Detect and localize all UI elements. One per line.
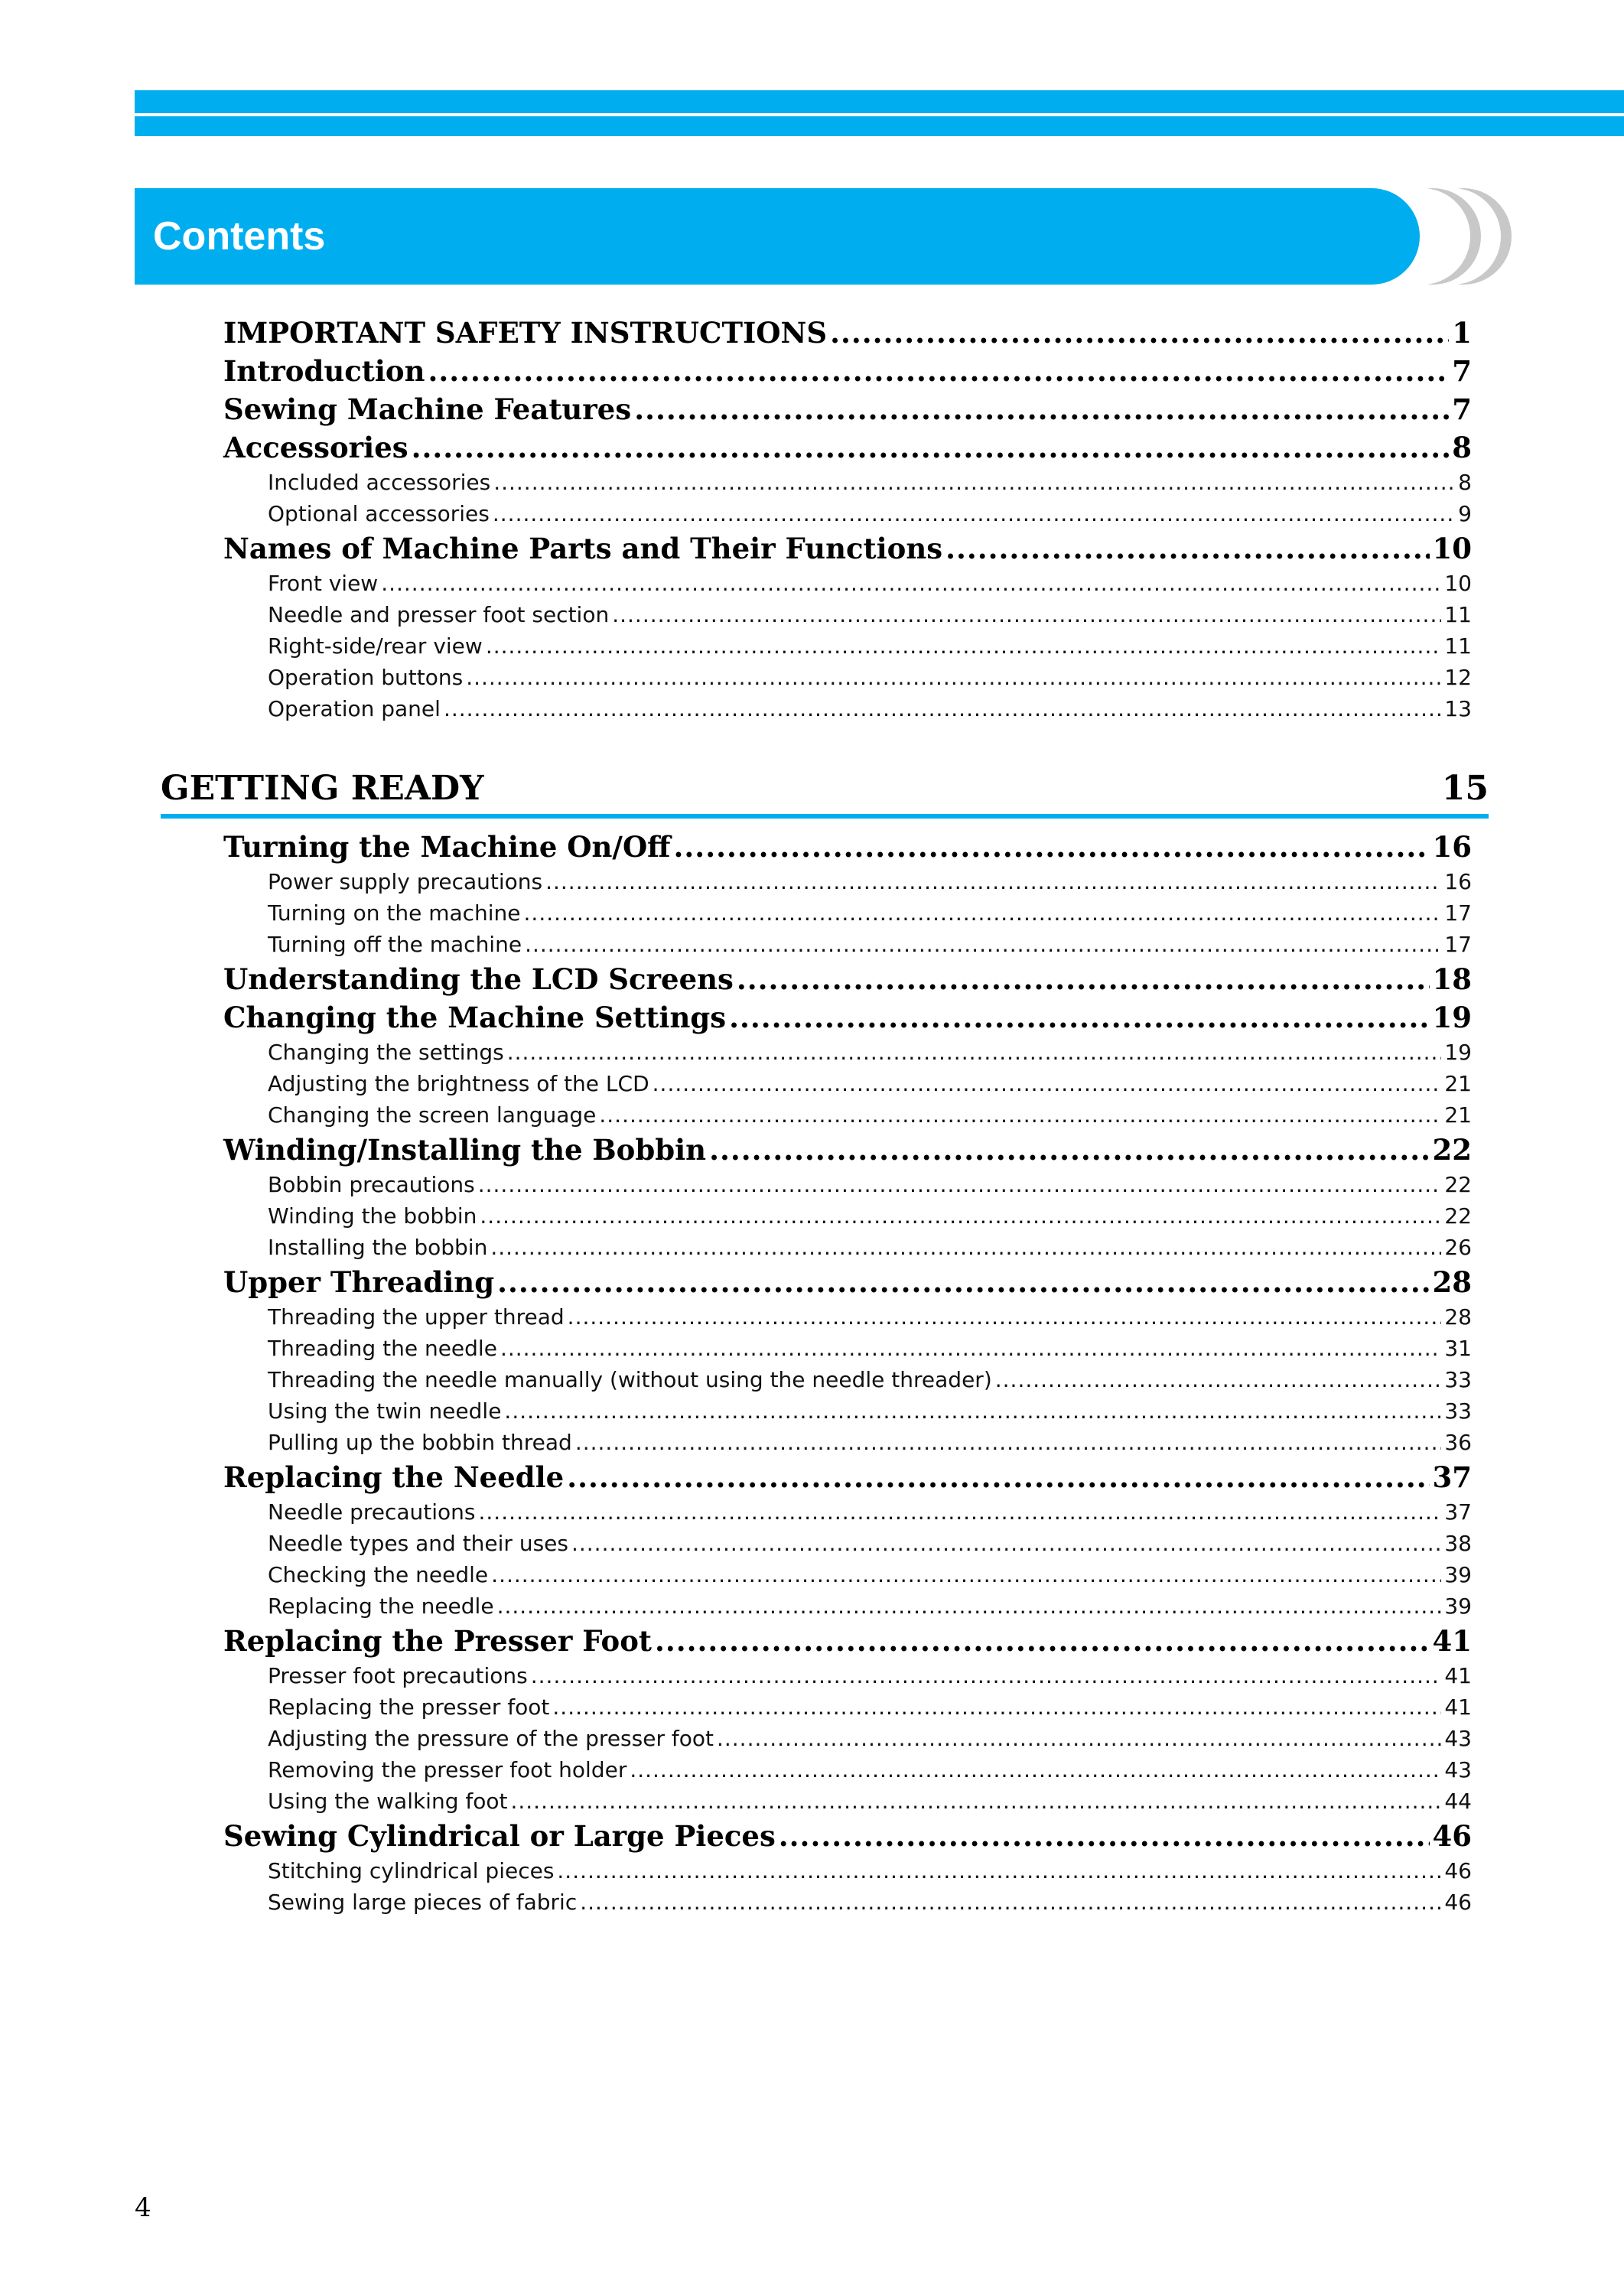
toc-entry-page: 21 (1444, 1102, 1472, 1128)
toc-subentry[interactable] (223, 897, 1472, 929)
toc-subentry[interactable] (223, 1723, 1472, 1754)
toc-leader-dots (478, 1169, 1442, 1200)
toc-entry-page: 22 (1432, 1133, 1472, 1167)
top-rule-line (135, 113, 1624, 116)
toc-entry-page: 44 (1444, 1789, 1472, 1814)
toc-entry-page: 17 (1444, 932, 1472, 957)
toc-subentry[interactable] (223, 929, 1472, 960)
toc-entry-page: 43 (1444, 1726, 1472, 1751)
toc-entry-label: Bobbin precautions (268, 1172, 475, 1197)
toc-subentry[interactable] (223, 1068, 1472, 1099)
contents-banner (135, 188, 1420, 285)
toc-entry-page: 37 (1432, 1460, 1472, 1494)
toc-leader-dots (575, 1427, 1442, 1458)
toc-entry[interactable] (223, 960, 1472, 998)
toc-subentry[interactable] (223, 599, 1472, 630)
toc-leader-dots (557, 1855, 1441, 1886)
top-rule-bar (135, 90, 1624, 136)
toc-entry-label: Included accessories (268, 470, 491, 495)
toc-entry[interactable] (223, 1817, 1472, 1855)
toc-entry-page: 33 (1444, 1367, 1472, 1392)
toc-leader-dots (500, 1333, 1441, 1364)
toc-subentry[interactable] (223, 1559, 1472, 1590)
page-title: Contents (153, 214, 326, 259)
toc-leader-dots (830, 314, 1449, 352)
toc-entry-page: 19 (1432, 1001, 1472, 1034)
toc-subentry[interactable] (223, 1169, 1472, 1200)
toc-entry-label: Using the walking foot (268, 1789, 508, 1814)
toc-leader-dots (486, 630, 1442, 662)
section-page: 15 (1441, 769, 1489, 808)
toc-leader-dots (444, 693, 1441, 724)
toc-entry-page: 22 (1444, 1172, 1472, 1197)
toc-entry-label: Checking the needle (268, 1562, 489, 1587)
toc-entry-label: Presser foot precautions (268, 1663, 528, 1688)
toc-entry-label: Winding the bobbin (268, 1203, 477, 1229)
toc-entry-page: 17 (1444, 900, 1472, 926)
toc-subentry[interactable] (223, 1427, 1472, 1458)
toc-subentry[interactable] (223, 1754, 1472, 1786)
toc-entry-page: 46 (1432, 1819, 1472, 1853)
toc-entry-page: 36 (1444, 1430, 1472, 1455)
toc-entry-page: 28 (1432, 1265, 1472, 1299)
toc-leader-dots (674, 828, 1430, 866)
toc-entry-page: 16 (1444, 869, 1472, 894)
toc-subentry[interactable] (223, 1333, 1472, 1364)
toc-leader-dots (525, 929, 1441, 960)
toc-subentry[interactable] (223, 693, 1472, 724)
toc-entry-label: Operation panel (268, 696, 441, 721)
toc-leader-dots (381, 568, 1441, 599)
toc-entry-page: 46 (1444, 1858, 1472, 1883)
toc-entry-label: Winding/Installing the Bobbin (223, 1133, 707, 1167)
toc-leader-dots (490, 1232, 1441, 1263)
toc-entry-page: 7 (1452, 392, 1472, 426)
toc-entry-label: Understanding the LCD Screens (223, 962, 734, 996)
toc-subentry[interactable] (223, 1786, 1472, 1817)
toc-entry[interactable] (223, 352, 1472, 390)
toc-entry-page: 10 (1444, 571, 1472, 596)
toc-entry-label: Changing the Machine Settings (223, 1001, 727, 1034)
toc-entry-label: Adjusting the pressure of the presser foot (268, 1726, 714, 1751)
toc-entry-page: 28 (1444, 1304, 1472, 1330)
section-title: GETTING READY (161, 769, 484, 808)
toc-subentry[interactable] (223, 662, 1472, 693)
toc-entry-label: Needle and presser foot section (268, 602, 610, 627)
toc-subentry[interactable] (223, 1395, 1472, 1427)
toc-entry-page: 41 (1444, 1694, 1472, 1720)
toc-leader-dots (552, 1691, 1441, 1723)
toc-entry-page: 1 (1452, 316, 1472, 350)
toc-subentry[interactable] (223, 467, 1472, 498)
toc-entry-label: Turning off the machine (268, 932, 522, 957)
toc-entry[interactable] (223, 998, 1472, 1037)
toc-subentry[interactable] (223, 498, 1472, 529)
toc-subentry[interactable] (223, 1200, 1472, 1232)
toc-subentry[interactable] (223, 1037, 1472, 1068)
toc-entry[interactable] (223, 529, 1472, 568)
toc-entry-label: Replacing the Needle (223, 1460, 565, 1494)
toc-entry-page: 11 (1444, 633, 1472, 659)
toc-entry-label: Needle types and their uses (268, 1531, 568, 1556)
toc-entry-label: Power supply precautions (268, 869, 543, 894)
toc-leader-dots (428, 352, 1450, 390)
toc-leader-dots (634, 390, 1449, 428)
toc-leader-dots (479, 1496, 1442, 1528)
toc-leader-dots (630, 1754, 1441, 1786)
toc-entry-label: Removing the presser foot holder (268, 1757, 627, 1782)
toc-subentry[interactable] (223, 1528, 1472, 1559)
toc-leader-dots (504, 1395, 1441, 1427)
toc-entry-page: 33 (1444, 1398, 1472, 1424)
toc-entry-label: Installing the bobbin (268, 1235, 488, 1260)
toc-entry[interactable] (223, 314, 1472, 352)
toc-leader-dots (466, 662, 1441, 693)
toc-subentry[interactable] (223, 1099, 1472, 1131)
toc-leader-dots (480, 1200, 1441, 1232)
toc-entry-page: 38 (1444, 1531, 1472, 1556)
toc-entry-label: Changing the screen language (268, 1102, 597, 1128)
toc-entry-label: Replacing the Presser Foot (223, 1624, 652, 1658)
toc-entry-label: Upper Threading (223, 1265, 495, 1299)
toc-entry[interactable] (223, 1458, 1472, 1496)
toc-leader-dots (612, 599, 1441, 630)
toc-entry[interactable] (223, 1622, 1472, 1660)
toc-entry-label: IMPORTANT SAFETY INSTRUCTIONS (223, 316, 828, 350)
toc-entry-page: 13 (1444, 696, 1472, 721)
toc-leader-dots (717, 1723, 1441, 1754)
toc-leader-dots (995, 1364, 1442, 1395)
toc-entry-label: Introduction (223, 354, 425, 388)
toc-leader-dots (709, 1131, 1429, 1169)
toc-entry-label: Adjusting the brightness of the LCD (268, 1071, 649, 1096)
toc-entry-label: Sewing Machine Features (223, 392, 632, 426)
toc-entry-label: Turning the Machine On/Off (223, 830, 671, 864)
toc-leader-dots (737, 960, 1430, 998)
toc-entry-page: 16 (1432, 830, 1472, 864)
toc-entry-page: 43 (1444, 1757, 1472, 1782)
toc-subentry[interactable] (223, 1886, 1472, 1918)
toc-leader-dots (510, 1786, 1441, 1817)
toc-entry-label: Names of Machine Parts and Their Functions (223, 532, 943, 565)
toc-entry-page: 26 (1444, 1235, 1472, 1260)
toc-entry-label: Replacing the needle (268, 1593, 494, 1619)
toc-entry-label: Sewing large pieces of fabric (268, 1890, 578, 1915)
toc-subentry[interactable] (223, 568, 1472, 599)
toc-entry[interactable] (223, 428, 1472, 467)
toc-subentry[interactable] (223, 1660, 1472, 1691)
toc-entry-page: 22 (1444, 1203, 1472, 1229)
toc-leader-dots (599, 1099, 1441, 1131)
toc-leader-dots (945, 529, 1429, 568)
toc-entry[interactable] (223, 390, 1472, 428)
toc-entry-page: 41 (1432, 1624, 1472, 1658)
toc-entry-label: Optional accessories (268, 501, 490, 526)
toc-entry-label: Stitching cylindrical pieces (268, 1858, 555, 1883)
toc-subentry[interactable] (223, 1496, 1472, 1528)
toc-entry-label: Accessories (223, 431, 408, 464)
toc-entry-label: Changing the settings (268, 1040, 504, 1065)
toc-entry-page: 41 (1444, 1663, 1472, 1688)
toc-entry-page: 8 (1458, 470, 1472, 495)
toc-front-matter (223, 314, 1472, 724)
section-header[interactable] (161, 763, 1489, 819)
toc-entry-label: Turning on the machine (268, 900, 521, 926)
toc-entry-page: 9 (1458, 501, 1472, 526)
toc-entry-label: Operation buttons (268, 665, 464, 690)
toc-entry-page: 37 (1444, 1499, 1472, 1525)
toc-subentry[interactable] (223, 866, 1472, 897)
toc-entry-page: 19 (1444, 1040, 1472, 1065)
toc-entry-label: Needle precautions (268, 1499, 476, 1525)
toc-entry-page: 31 (1444, 1336, 1472, 1361)
toc-entry-page: 12 (1444, 665, 1472, 690)
toc-entry-label: Front view (268, 571, 379, 596)
toc-leader-dots (493, 467, 1455, 498)
toc-entry[interactable] (223, 1263, 1472, 1301)
toc-leader-dots (653, 1068, 1442, 1099)
toc-leader-dots (729, 998, 1429, 1037)
toc-subentry[interactable] (223, 1232, 1472, 1263)
toc-entry-page: 39 (1444, 1562, 1472, 1587)
toc-leader-dots (497, 1590, 1442, 1622)
toc-subentry[interactable] (223, 1855, 1472, 1886)
toc-subentry[interactable] (223, 1691, 1472, 1723)
toc-leader-dots (491, 1559, 1441, 1590)
toc-entry-label: Using the twin needle (268, 1398, 502, 1424)
toc-entry-page: 18 (1432, 962, 1472, 996)
toc-entry-page: 10 (1432, 532, 1472, 565)
toc-subentry[interactable] (223, 1590, 1472, 1622)
toc-entry-label: Threading the needle (268, 1336, 497, 1361)
toc-entry-label: Pulling up the bobbin thread (268, 1430, 572, 1455)
toc-entry-label: Threading the needle manually (without using the needle threader) (268, 1367, 992, 1392)
toc-entry-page: 21 (1444, 1071, 1472, 1096)
toc-leader-dots (531, 1660, 1442, 1691)
toc-entry-page: 39 (1444, 1593, 1472, 1619)
toc-leader-dots (568, 1301, 1442, 1333)
toc-leader-dots (412, 428, 1450, 467)
toc-subentry[interactable] (223, 1364, 1472, 1395)
toc-entry-page: 11 (1444, 602, 1472, 627)
toc-entry[interactable] (223, 1131, 1472, 1169)
toc-leader-dots (545, 866, 1441, 897)
toc-entry-label: Threading the upper thread (268, 1304, 565, 1330)
toc-subentry[interactable] (223, 1301, 1472, 1333)
toc-subentry[interactable] (223, 630, 1472, 662)
toc-leader-dots (493, 498, 1455, 529)
toc-leader-dots (580, 1886, 1441, 1918)
toc-section-entries (223, 828, 1472, 1918)
toc-entry-label: Right-side/rear view (268, 633, 483, 659)
toc-leader-dots (507, 1037, 1442, 1068)
toc-leader-dots (524, 897, 1442, 929)
toc-entry-page: 8 (1452, 431, 1472, 464)
toc-entry-page: 46 (1444, 1890, 1472, 1915)
page-number: 4 (135, 2192, 151, 2223)
toc-entry-page: 7 (1452, 354, 1472, 388)
toc-leader-dots (571, 1528, 1441, 1559)
toc-leader-dots (655, 1622, 1430, 1660)
toc-leader-dots (567, 1458, 1429, 1496)
toc-leader-dots (779, 1817, 1430, 1855)
toc-entry-label: Replacing the presser foot (268, 1694, 550, 1720)
toc-entry-label: Sewing Cylindrical or Large Pieces (223, 1819, 776, 1853)
toc-leader-dots (497, 1263, 1429, 1301)
toc-entry[interactable] (223, 828, 1472, 866)
